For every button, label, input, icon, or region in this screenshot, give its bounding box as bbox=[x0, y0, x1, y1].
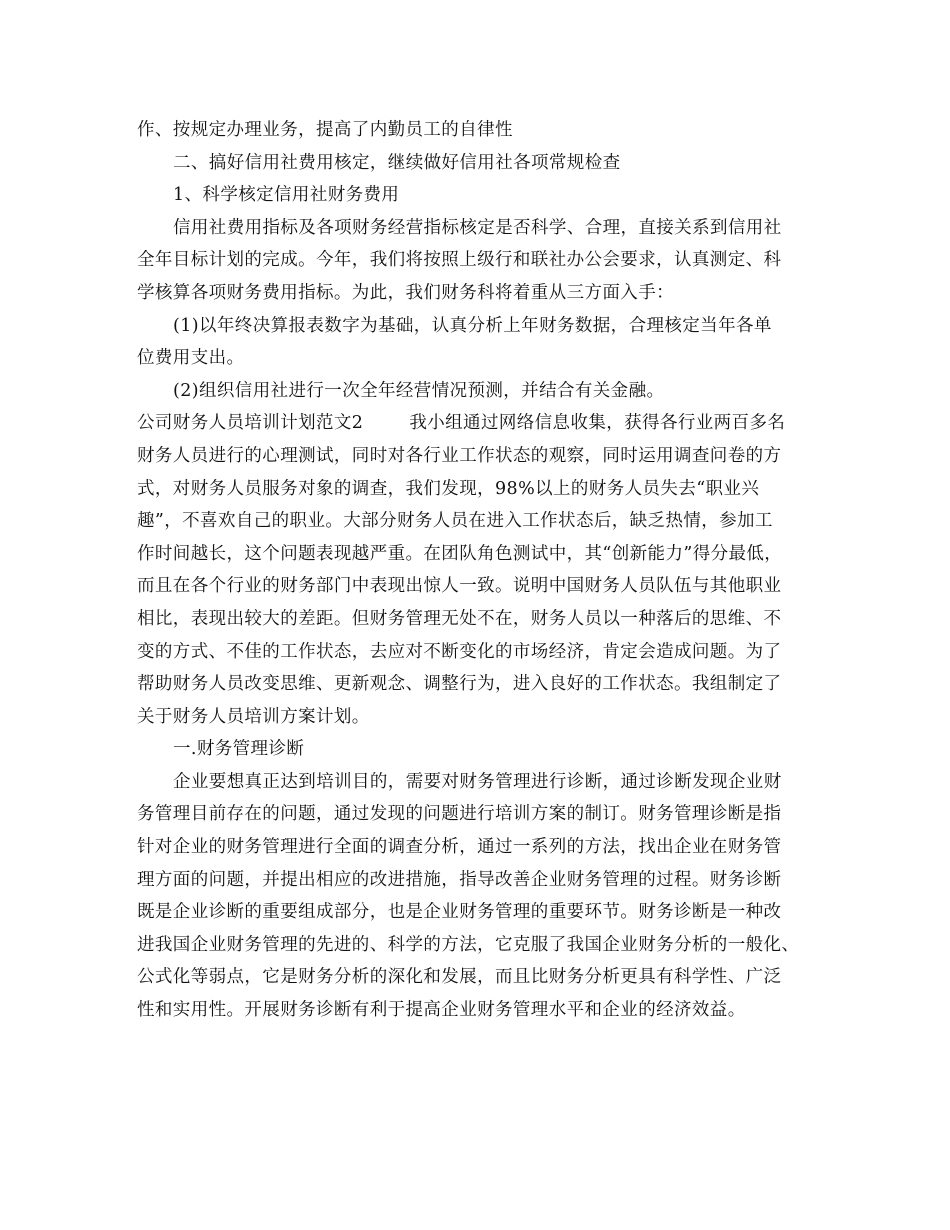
text-line-content: 性和实用性。开展财务诊断有利于提高企业财务管理水平和企业的经济效益。 bbox=[137, 1000, 746, 1021]
text-line-content: 企业要想真正达到培训目的，需要对财务管理进行诊断，通过诊断发现企业财 bbox=[173, 771, 782, 792]
text-line bbox=[137, 277, 817, 310]
text-line-content: 信用社费用指标及各项财务经营指标核定是否科学、合理，直接关系到信用社 bbox=[173, 217, 782, 238]
text-line-content: 务管理目前存在的问题，通过发现的问题进行培训方案的制订。财务管理诊断是指 bbox=[137, 804, 782, 825]
text-line-content: 1、科学核定信用社财务费用 bbox=[173, 185, 400, 206]
text-line-content: 式，对财务人员服务对象的调查，我们发现，98%以上的财务人员失去“职业兴 bbox=[137, 478, 760, 499]
text-line-continuation: 我小组通过网络信息收集，获得各行业两百多名 bbox=[409, 413, 786, 434]
text-line bbox=[137, 244, 817, 277]
text-line-content: 公司财务人员培训计划范文2 bbox=[137, 413, 364, 434]
text-line bbox=[137, 636, 817, 669]
text-line bbox=[137, 407, 817, 440]
text-line-content: 而且在各个行业的财务部门中表现出惊人一致。说明中国财务人员队伍与其他职业 bbox=[137, 576, 782, 597]
text-line bbox=[137, 342, 817, 375]
text-line-content: 公式化等弱点，它是财务分析的深化和发展，而且比财务分析更具有科学性、广泛 bbox=[137, 967, 782, 988]
text-line bbox=[137, 994, 817, 1027]
text-line bbox=[137, 147, 817, 180]
text-line bbox=[137, 798, 817, 831]
text-line bbox=[137, 701, 817, 734]
text-line-content: (2)组织信用社进行一次全年经营情况预测，并结合有关金融。 bbox=[173, 380, 665, 401]
text-line bbox=[137, 896, 817, 929]
text-line bbox=[137, 766, 817, 799]
text-line-content: (1)以年终决算报表数字为基础，认真分析上年财务数据，合理核定当年各单 bbox=[173, 315, 772, 336]
text-line-content: 一.财务管理诊断 bbox=[173, 739, 305, 760]
text-line bbox=[137, 570, 817, 603]
text-line bbox=[137, 114, 817, 147]
text-line-content: 变的方式、不佳的工作状态，去应对不断变化的市场经济，肯定会造成问题。为了 bbox=[137, 641, 782, 662]
text-line-content: 二、搞好信用社费用核定，继续做好信用社各项常规检查 bbox=[173, 152, 621, 173]
text-line bbox=[137, 375, 817, 408]
text-line-content: 针对企业的财务管理进行全面的调查分析，通过一系列的方法，找出企业在财务管 bbox=[137, 837, 782, 858]
text-line-content: 全年目标计划的完成。今年，我们将按照上级行和联社办公会要求，认真测定、科 bbox=[137, 250, 782, 271]
text-line bbox=[137, 929, 817, 962]
text-line-content: 关于财务人员培训方案计划。 bbox=[137, 706, 370, 727]
text-line-content: 帮助财务人员改变思维、更新观念、调整行为，进入良好的工作状态。我组制定了 bbox=[137, 674, 782, 695]
text-line bbox=[137, 440, 817, 473]
text-line bbox=[137, 961, 817, 994]
text-line-content: 理方面的问题，并提出相应的改进措施，指导改善企业财务管理的过程。财务诊断 bbox=[137, 869, 782, 890]
text-line-content: 相比，表现出较大的差距。但财务管理无处不在，财务人员以一种落后的思维、不 bbox=[137, 608, 782, 629]
text-line bbox=[137, 864, 817, 897]
text-line bbox=[137, 831, 817, 864]
text-line-content: 进我国企业财务管理的先进的、科学的方法，它克服了我国企业财务分析的一般化、 bbox=[137, 934, 800, 955]
text-line-content: 作时间越长，这个问题表现越严重。在团队角色测试中，其“创新能力”得分最低， bbox=[137, 543, 783, 564]
text-line-content: 财务人员进行的心理测试，同时对各行业工作状态的观察，同时运用调查问卷的方 bbox=[137, 445, 782, 466]
text-line bbox=[137, 473, 817, 506]
text-line bbox=[137, 310, 817, 343]
document-body bbox=[137, 114, 817, 1027]
text-line bbox=[137, 603, 817, 636]
text-line-content: 既是企业诊断的重要组成部分，也是企业财务管理的重要环节。财务诊断是一种改 bbox=[137, 902, 782, 923]
text-line-content: 趣”，不喜欢自己的职业。大部分财务人员在进入工作状态后，缺乏热情，参加工 bbox=[137, 511, 773, 532]
text-line-content: 学核算各项财务费用指标。为此，我们财务科将着重从三方面入手： bbox=[137, 282, 674, 303]
text-line-content: 作、按规定办理业务，提高了内勤员工的自律性 bbox=[137, 120, 513, 140]
text-line bbox=[137, 538, 817, 571]
text-line bbox=[137, 505, 817, 538]
text-line bbox=[137, 212, 817, 245]
text-line bbox=[137, 668, 817, 701]
text-line-content: 位费用支出。 bbox=[137, 348, 245, 369]
text-line bbox=[137, 733, 817, 766]
text-line bbox=[137, 179, 817, 212]
